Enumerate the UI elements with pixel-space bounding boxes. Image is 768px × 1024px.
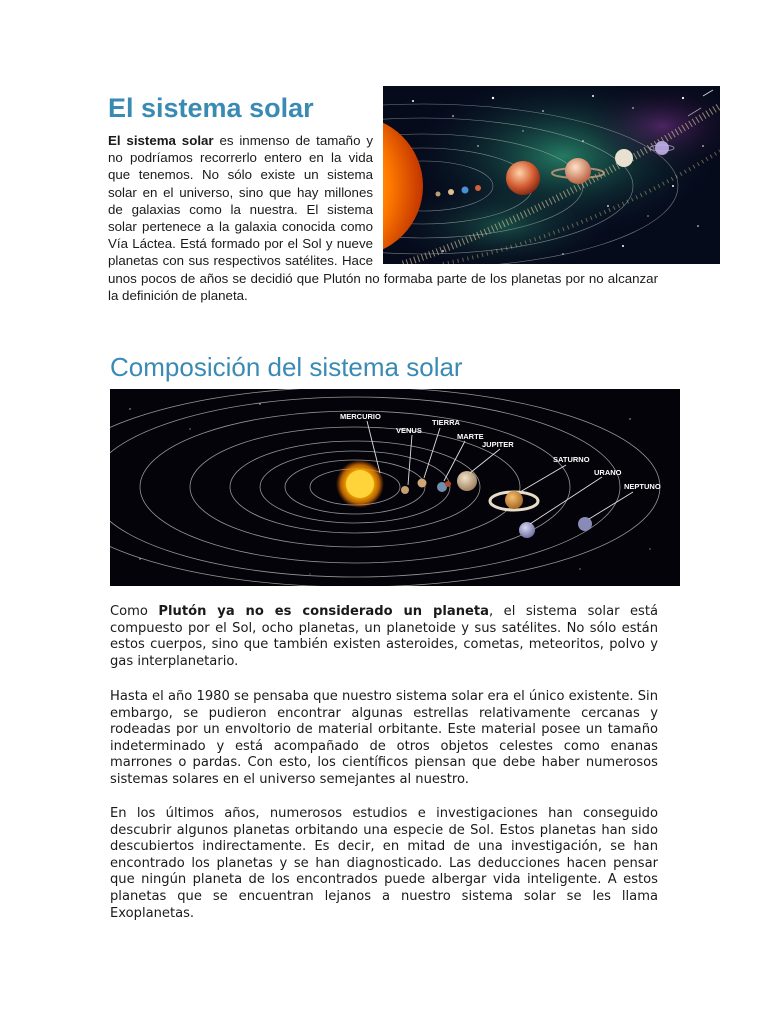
diagram-jupiter — [457, 471, 477, 491]
diagram-uranus — [519, 522, 535, 538]
label-mercurio: MERCURIO — [340, 412, 381, 421]
intro-bold: El sistema solar — [108, 133, 214, 148]
paragraph-1980: Hasta el año 1980 se pensaba que nuestro sistema solar era el único existente. Sin embargo, se pudieron encontrar algunas estrellas relativamente cercanas y rodeadas por un envoltorio de material orbitante. Este material posee un tamaño indeterminado y está acompañado de otros objetos celestes como enanas marrones o pardas. Con esto, los científicos piensan que debe haber numerosos sistemas solares en el universo semejantes al nuestro. — [110, 689, 658, 787]
diagram-neptune — [578, 517, 592, 531]
planet-orbit-diagram — [110, 389, 680, 586]
label-marte: MARTE — [457, 432, 484, 441]
image-float-space — [373, 132, 658, 262]
paragraph-exoplanetas: En los últimos años, numerosos estudios e investigaciones han conseguido descubrir algunos planetas orbitando una especie de Sol. Estos planetas han sido descubiertos indirectamente. Es decir, en mitad de una investigación, se han encontrado los planetas y se han diagnosticado. Las deducciones hacen pensar que ningún planeta de los encontrados puede albergar vida inteligente. A estos planetas que se encuentran lejanos a nuestro sistema solar se les llama Exoplanetas. — [110, 806, 658, 921]
diagram-venus — [418, 479, 427, 488]
label-saturno: SATURNO — [553, 455, 590, 464]
diagram-mercury — [401, 486, 409, 494]
p1-after: , el sistema solar está compuesto por el Sol, ocho planetas, un planetoide y sus satélites. No sólo están estos cuerpos, sino que también existen asteroides, cometas, meteoritos, polvo y gas interplanetario. — [110, 604, 659, 669]
paragraph-pluton — [110, 604, 658, 670]
intro-paragraph — [108, 132, 658, 304]
intro-text: es inmenso de tamaño y no podríamos recorrerlo entero en la vida que tenemos. No sólo existe un sistema solar en el universo, sino que hay millones de galaxias como la nuestra. El sistema solar pertenece a la galaxia conocida como Vía Láctea. Está formado por el Sol y nueve planetas con sus respectivos satélites. Hace unos pocos de años se decidió que Plutón no formaba parte de los planetas por no alcanzar la definición de planeta. — [108, 133, 658, 303]
label-venus: VENUS — [396, 426, 422, 435]
diagram-saturn — [505, 491, 523, 509]
p1-bold: Plutón ya no es considerado un planeta — [158, 604, 490, 619]
label-jupiter: JUPITER — [482, 440, 514, 449]
solar-system-diagram — [110, 389, 680, 586]
label-tierra: TIERRA — [432, 418, 460, 427]
section-title-composicion: Composición del sistema solar — [110, 352, 463, 382]
section-title-sistema-solar: El sistema solar — [108, 93, 314, 123]
label-neptuno: NEPTUNO — [624, 482, 661, 491]
label-urano: URANO — [594, 468, 622, 477]
p1-before: Como — [110, 604, 159, 619]
diagram-mars — [445, 481, 451, 487]
